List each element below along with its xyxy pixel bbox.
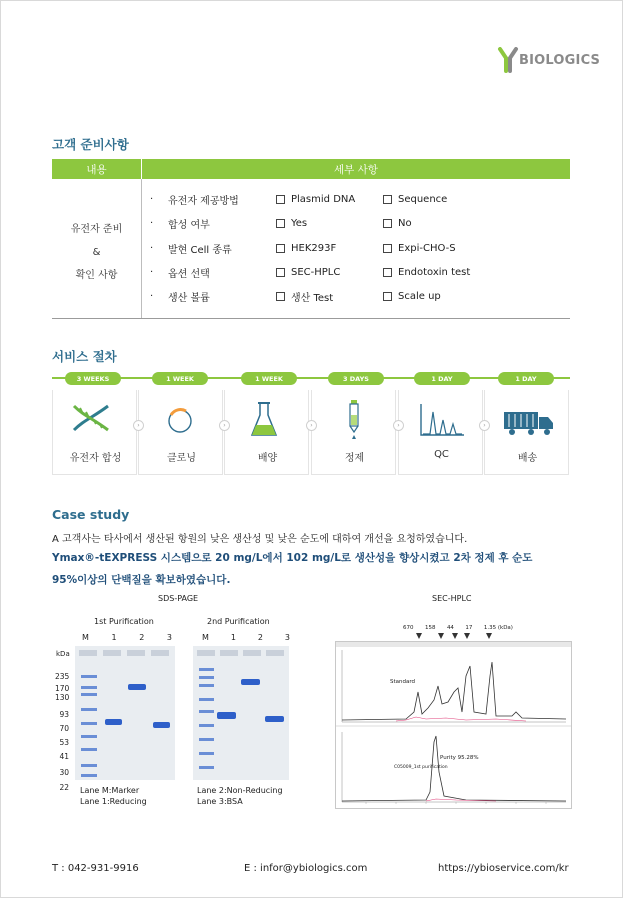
- hplc-chart: [335, 641, 572, 809]
- duration-pill: 1 WEEK: [241, 372, 297, 385]
- gel2-lane-labels: [202, 633, 290, 642]
- marker-label: 130: [55, 693, 70, 703]
- step-label: 클로닝: [167, 453, 196, 464]
- checkbox[interactable]: [383, 244, 392, 253]
- marker-label: 70: [59, 723, 69, 733]
- kda-label: kDa: [56, 650, 70, 658]
- option-label: Plasmid DNA: [291, 193, 356, 205]
- y-antibody-logo-icon: [497, 47, 519, 73]
- case-line3: 95%이상의 단백질을 확보하였습니다.: [52, 574, 231, 586]
- row-label: 유전자 제공방법: [168, 195, 239, 207]
- gel1-image: [75, 646, 175, 780]
- legend-line: Lane 2:Non-Reducing: [197, 786, 283, 795]
- bullet: ·: [150, 290, 154, 302]
- dna-icon: [70, 400, 112, 436]
- marker-label: 41: [59, 752, 69, 762]
- lane-label: 1: [111, 633, 117, 642]
- gel2-title: 2nd Purification: [207, 617, 270, 626]
- option-label: Scale up: [398, 290, 441, 302]
- hplc-marker: 670: [403, 625, 414, 631]
- legend-line: Lane M:Marker: [80, 786, 140, 795]
- hplc-title: SEC-HPLC: [432, 594, 472, 603]
- gel2-image: [193, 646, 289, 780]
- hplc-marker-arrows: [400, 632, 500, 640]
- step-label: QC: [434, 449, 449, 460]
- col-content-header: 내용: [52, 159, 141, 179]
- checkbox[interactable]: [276, 292, 285, 301]
- duration-pill: 3 DAYS: [328, 372, 384, 385]
- step-arrow-icon: ›: [133, 420, 144, 431]
- case-title: Case study: [52, 507, 130, 522]
- sds-title: SDS-PAGE: [158, 594, 199, 603]
- duration-pill: 1 DAY: [498, 372, 554, 385]
- hplc-marker: 17: [465, 625, 473, 631]
- step-label: 정제: [344, 453, 365, 464]
- marker-label: 22: [59, 782, 69, 792]
- lane-label: 1: [230, 633, 236, 642]
- option-label: Expi-CHO-S: [398, 242, 456, 254]
- marker-label: 235: [55, 672, 70, 681]
- marker-label: 170: [55, 684, 70, 694]
- hplc-marker: 158: [424, 625, 436, 631]
- lane-label: M: [82, 633, 89, 642]
- gel1-title: 1st Purification: [94, 617, 154, 626]
- gel1-bands: [75, 646, 175, 780]
- hplc-purity-label: Purity 95.28%: [440, 755, 479, 761]
- prep-row: [150, 240, 456, 256]
- prep-row: [150, 191, 447, 207]
- hplc-sample-label: C05009_1st purification: [394, 765, 448, 770]
- legend-line: Lane 3:BSA: [197, 797, 243, 806]
- checkbox[interactable]: [383, 268, 392, 277]
- hplc-marker: 1.35 (kDa): [483, 625, 513, 631]
- plasmid-ring-icon: [166, 407, 194, 435]
- left-line: 유전자 준비: [70, 224, 123, 235]
- checkbox[interactable]: [276, 268, 285, 277]
- left-line: 확인 사항: [75, 270, 118, 281]
- step-arrow-icon: ›: [219, 420, 230, 431]
- step-label: 배송: [517, 453, 538, 464]
- case-line1: A 고객사는 타사에서 생산된 항원의 낮은 생산성 및 낮은 순도에 대하여 개선을 요청하였습니다.: [52, 534, 468, 545]
- flask-icon: [250, 401, 278, 439]
- hplc-marker-labels: [403, 625, 513, 631]
- logo-text: BIOLOGICS: [519, 52, 601, 68]
- marker-label: 93: [59, 709, 69, 719]
- table-divider: [141, 179, 142, 318]
- process-timeline-bar: [52, 377, 570, 379]
- hplc-traces: [336, 642, 571, 808]
- footer-email[interactable]: E : infor@ybiologics.com: [244, 863, 368, 874]
- option-label: Endotoxin test: [398, 266, 471, 278]
- left-line: &: [92, 247, 101, 258]
- step-arrow-icon: ›: [306, 420, 317, 431]
- prep-row: [150, 264, 470, 280]
- row-label: 발현 Cell 종류: [168, 244, 232, 256]
- gel-legend-2: [197, 785, 283, 807]
- footer-phone: T : 042-931-9916: [52, 863, 139, 874]
- option-label: Yes: [291, 217, 308, 229]
- hplc-marker: 44: [446, 625, 454, 631]
- gel1-lane-labels: [82, 633, 172, 642]
- step-arrow-icon: ›: [479, 420, 490, 431]
- process-title: 서비스 절차: [52, 349, 117, 364]
- row-label: 생산 볼륨: [168, 292, 210, 304]
- lane-label: 3: [284, 633, 290, 642]
- checkbox[interactable]: [276, 195, 285, 204]
- duration-pill: 1 WEEK: [152, 372, 208, 385]
- prep-left-cell: [52, 218, 141, 287]
- row-label: 옵션 선택: [168, 268, 210, 280]
- company-logo: [497, 47, 600, 73]
- bullet: ·: [150, 242, 154, 254]
- footer-website[interactable]: https://ybioservice.com/kr: [438, 863, 569, 874]
- option-label: SEC-HPLC: [291, 266, 341, 278]
- duration-pill: 3 WEEKS: [65, 372, 121, 385]
- lane-label: 3: [166, 633, 172, 642]
- prep-row: [150, 215, 412, 231]
- checkbox[interactable]: [276, 219, 285, 228]
- legend-line: Lane 1:Reducing: [80, 797, 147, 806]
- prep-title: 고객 준비사항: [52, 137, 129, 152]
- step-label: 배양: [257, 453, 278, 464]
- hplc-standard-label: Standard: [390, 679, 416, 685]
- step-arrow-icon: ›: [393, 420, 404, 431]
- duration-pill: 1 DAY: [414, 372, 470, 385]
- chromatogram-icon: [418, 402, 466, 438]
- marker-scale: [55, 670, 69, 795]
- case-line2: Ymax®-tEXPRESS 시스템으로 20 mg/L에서 102 mg/L로 생산성을 향상시켰고 2차 정제 후 순도: [52, 552, 533, 564]
- checkbox[interactable]: [276, 244, 285, 253]
- column-icon: [346, 399, 362, 441]
- step-label: 유전자 합성: [69, 453, 122, 464]
- truck-icon: [503, 409, 555, 437]
- checkbox[interactable]: [383, 292, 392, 301]
- checkbox[interactable]: [383, 195, 392, 204]
- lane-label: M: [202, 633, 209, 642]
- marker-label: 30: [59, 768, 69, 778]
- lane-label: 2: [139, 633, 145, 642]
- gel-legend-1: [80, 785, 147, 807]
- prep-row: [150, 288, 441, 304]
- option-label: No: [398, 217, 412, 229]
- checkbox[interactable]: [383, 219, 392, 228]
- option-label: HEK293F: [291, 242, 337, 254]
- bullet: ·: [150, 193, 154, 205]
- bullet: ·: [150, 217, 154, 229]
- option-label: 생산 Test: [291, 292, 334, 304]
- marker-label: 53: [59, 738, 69, 748]
- option-label: Sequence: [398, 193, 448, 205]
- bullet: ·: [150, 266, 154, 278]
- col-detail-header: 세부 사항: [142, 159, 570, 179]
- row-label: 합성 여부: [168, 219, 210, 231]
- lane-label: 2: [257, 633, 263, 642]
- gel2-bands: [193, 646, 289, 780]
